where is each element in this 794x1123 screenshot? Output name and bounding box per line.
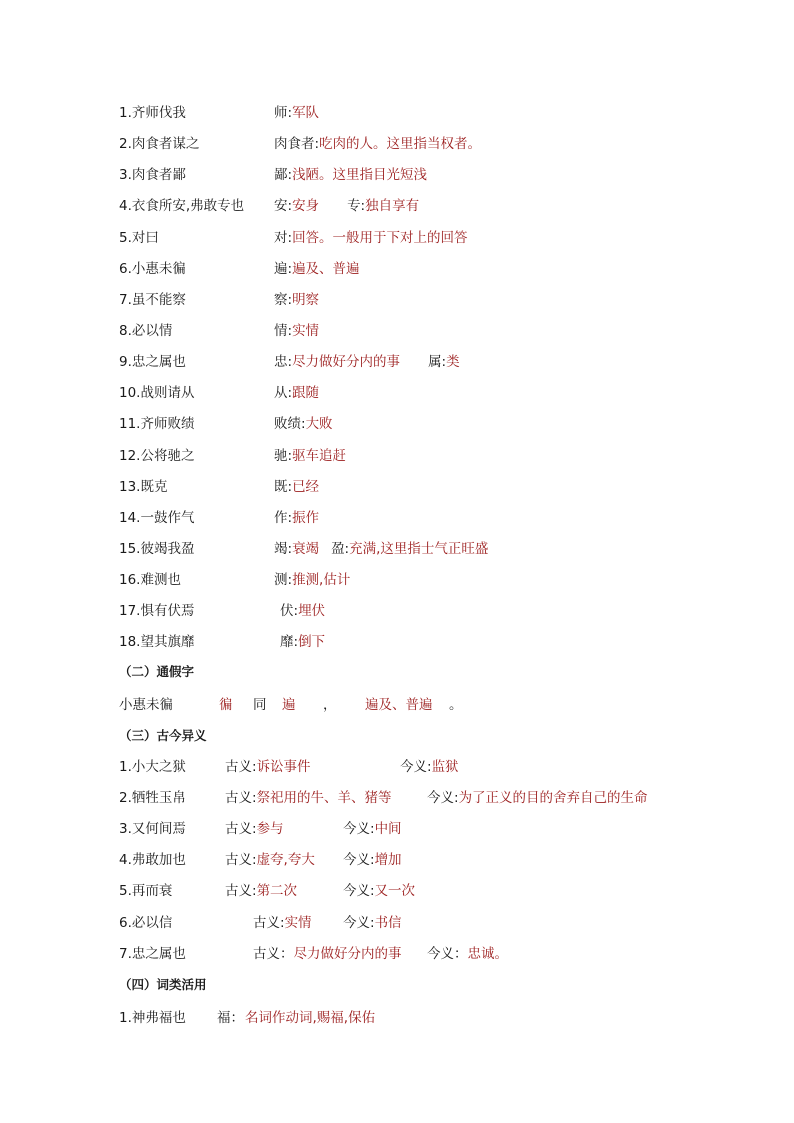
key-word: 既: <box>274 479 293 495</box>
meaning: 驱车追赶 <box>292 448 347 464</box>
vocab-term: 1.齐师伐我 <box>119 105 186 121</box>
gujin-term: 6.必以信 <box>119 915 173 931</box>
key-word: 情: <box>274 323 293 339</box>
meaning: 遍及、普遍 <box>292 261 360 277</box>
ancient-meaning <box>225 881 297 901</box>
modern-meaning <box>343 850 402 870</box>
term: 小惠未徧 <box>119 697 173 713</box>
meaning: 军队 <box>292 105 320 121</box>
vocab-term: 18.望其旗靡 <box>119 634 195 650</box>
meaning: 尽力做好分内的事 <box>292 354 401 370</box>
ancient-value: 参与 <box>256 821 284 837</box>
key-word: 测: <box>274 572 293 588</box>
meaning: 明察 <box>292 292 320 308</box>
modern-label: 今义: <box>427 790 459 806</box>
modern-value: 中间 <box>374 821 402 837</box>
standard-char: 遍 <box>282 697 296 713</box>
vocab-definition <box>280 601 325 621</box>
modern-meaning <box>427 788 648 808</box>
vocab-term: 15.彼竭我盈 <box>119 541 195 557</box>
vocab-definition <box>274 446 346 466</box>
vocab-definition <box>274 134 481 154</box>
vocab-term: 5.对曰 <box>119 230 159 246</box>
ancient-meaning <box>225 850 315 870</box>
ancient-value: 第二次 <box>256 883 298 899</box>
vocab-definition <box>274 352 460 372</box>
key-word: 驰: <box>274 448 293 464</box>
meaning: 浅陋。这里指目光短浅 <box>292 167 428 183</box>
term: 1.神弗福也 <box>119 1010 186 1026</box>
meaning: 吃肉的人。这里指当权者。 <box>319 136 482 152</box>
vocab-definition <box>274 165 427 185</box>
vocab-definition <box>274 290 319 310</box>
meaning: 推测,估计 <box>292 572 351 588</box>
meaning: 已经 <box>292 479 320 495</box>
vocab-term: 3.肉食者鄙 <box>119 167 186 183</box>
key-word: 属: <box>428 354 447 370</box>
vocab-definition <box>280 632 325 652</box>
vocab-term: 6.小惠未徧 <box>119 261 186 277</box>
modern-label: 今义: <box>400 759 432 775</box>
ancient-meaning <box>225 819 284 839</box>
modern-value: 增加 <box>374 852 402 868</box>
vocab-term: 9.忠之属也 <box>119 354 186 370</box>
ancient-meaning <box>253 913 312 933</box>
ancient-label: 古义: <box>253 915 285 931</box>
meaning: 衰竭 <box>292 541 320 557</box>
end-mark: 。 <box>449 697 463 713</box>
ancient-value: 尽力做好分内的事 <box>293 946 402 962</box>
vocab-term: 11.齐师败绩 <box>119 416 195 432</box>
ancient-meaning <box>225 757 311 777</box>
vocab-definition <box>274 321 319 341</box>
vocab-definition <box>274 570 350 590</box>
key-word: 鄙: <box>274 167 293 183</box>
key-word: 靡: <box>280 634 299 650</box>
meaning: 大败 <box>305 416 333 432</box>
modern-label: 今义: <box>343 883 375 899</box>
vocab-term: 13.既克 <box>119 479 168 495</box>
key-word: 盈: <box>331 541 350 557</box>
ancient-label: 古义: <box>225 790 257 806</box>
modern-value: 忠诚。 <box>467 946 508 962</box>
vocab-definition <box>274 103 319 123</box>
key-word: 伏: <box>280 603 299 619</box>
modern-label: 今义: <box>343 821 375 837</box>
vocab-definition <box>274 383 319 403</box>
vocab-term: 2.肉食者谋之 <box>119 136 200 152</box>
vocab-term: 16.难测也 <box>119 572 181 588</box>
meaning: 跟随 <box>292 385 320 401</box>
gujin-term: 4.弗敢加也 <box>119 852 186 868</box>
vocab-term: 17.惧有伏焉 <box>119 603 195 619</box>
key-word: 忠: <box>274 354 293 370</box>
meaning: 充满,这里指士气正旺盛 <box>349 541 489 557</box>
modern-meaning <box>400 757 459 777</box>
gujin-term: 7.忠之属也 <box>119 946 186 962</box>
key-word: 肉食者: <box>274 136 320 152</box>
vocab-definition <box>274 228 468 248</box>
meaning: 独自享有 <box>365 198 420 214</box>
ancient-value: 祭祀用的牛、羊、猪等 <box>256 790 392 806</box>
meaning: 类 <box>446 354 460 370</box>
ancient-label: 古义: <box>225 821 257 837</box>
modern-label: 今义: <box>343 915 375 931</box>
modern-value: 监狱 <box>431 759 459 775</box>
key-word: 安: <box>274 198 293 214</box>
meaning: 遍及、普遍 <box>365 697 433 713</box>
vocab-definition <box>274 196 419 216</box>
key-word: 对: <box>274 230 293 246</box>
vocab-term: 7.虽不能察 <box>119 292 186 308</box>
modern-meaning <box>343 881 415 901</box>
modern-label: 今义： <box>427 946 468 962</box>
meaning: 振作 <box>292 510 320 526</box>
meaning: 安身 <box>292 198 320 214</box>
variant-char: 徧 <box>219 697 233 713</box>
modern-value: 书信 <box>374 915 402 931</box>
modern-value: 为了正义的目的舍弃自己的生命 <box>458 790 648 806</box>
section-heading-tongjiazi: （二）通假字 <box>119 664 195 679</box>
meaning: 回答。一般用于下对上的回答 <box>292 230 468 246</box>
vocab-definition <box>274 414 333 434</box>
ancient-value: 虚夸,夸大 <box>256 852 315 868</box>
gujin-term: 2.牺牲玉帛 <box>119 790 186 806</box>
ancient-meaning <box>225 788 392 808</box>
ancient-label: 古义： <box>253 946 294 962</box>
key-word: 专: <box>347 198 366 214</box>
same-as: 同 <box>253 697 267 713</box>
modern-label: 今义: <box>343 852 375 868</box>
section-heading-huoyong: （四）词类活用 <box>119 977 207 992</box>
vocab-term: 12.公将驰之 <box>119 448 195 464</box>
modern-value: 又一次 <box>374 883 416 899</box>
key-word: 福： <box>217 1010 244 1026</box>
vocab-definition <box>274 477 319 497</box>
gujin-term: 5.再而衰 <box>119 883 173 899</box>
vocab-definition <box>274 508 319 528</box>
gujin-term: 3.又何间焉 <box>119 821 186 837</box>
meaning: 倒下 <box>298 634 326 650</box>
modern-meaning <box>343 913 402 933</box>
modern-meaning <box>343 819 402 839</box>
ancient-label: 古义: <box>225 852 257 868</box>
vocab-term: 4.衣食所安,弗敢专也 <box>119 198 245 214</box>
definition: 名词作动词,赐福,保佑 <box>245 1010 376 1026</box>
vocab-definition <box>274 539 488 559</box>
meaning: 实情 <box>292 323 320 339</box>
key-word: 从: <box>274 385 293 401</box>
vocab-term: 14.一鼓作气 <box>119 510 195 526</box>
key-word: 竭: <box>274 541 293 557</box>
comma: ， <box>323 697 337 713</box>
meaning: 埋伏 <box>298 603 326 619</box>
gujin-term: 1.小大之狱 <box>119 759 186 775</box>
ancient-value: 实情 <box>284 915 312 931</box>
key-word: 作: <box>274 510 293 526</box>
vocab-term: 10.战则请从 <box>119 385 195 401</box>
section-heading-gujin: （三）古今异义 <box>119 728 207 743</box>
key-word: 败绩: <box>274 416 306 432</box>
key-word: 遍: <box>274 261 293 277</box>
key-word: 察: <box>274 292 293 308</box>
ancient-meaning <box>253 944 402 964</box>
vocab-term: 8.必以情 <box>119 323 173 339</box>
ancient-label: 古义: <box>225 883 257 899</box>
key-word: 师: <box>274 105 293 121</box>
vocab-definition <box>274 259 360 279</box>
modern-meaning <box>427 944 508 964</box>
ancient-value: 诉讼事件 <box>256 759 311 775</box>
ancient-label: 古义: <box>225 759 257 775</box>
